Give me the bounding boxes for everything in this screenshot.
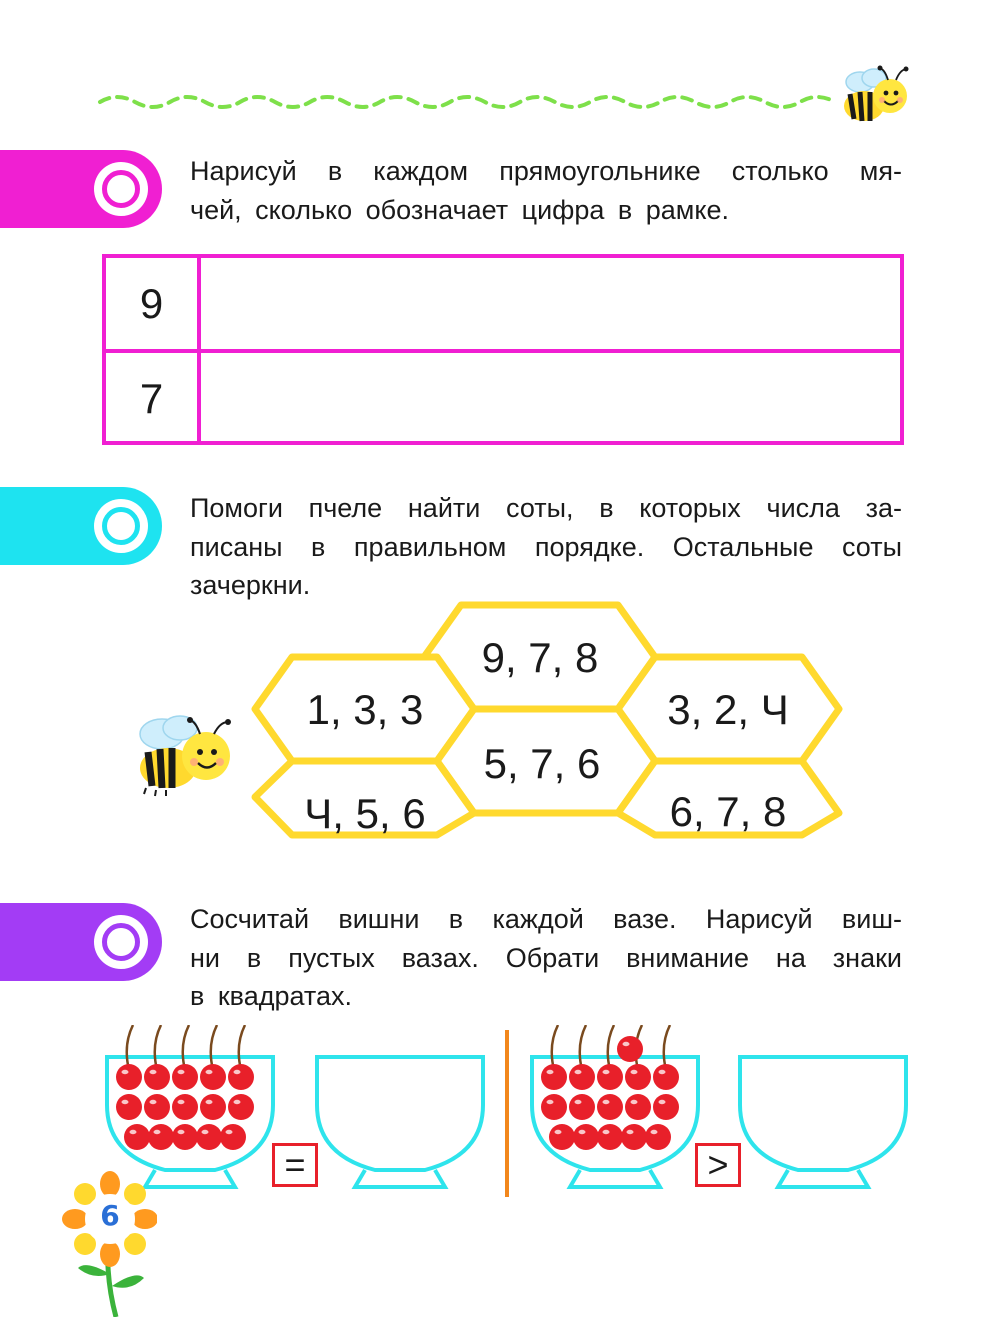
table-divider [197, 258, 201, 441]
comb-label: 9, 7, 8 [481, 634, 599, 681]
number-cell: 7 [139, 375, 164, 422]
honeycomb [250, 600, 845, 840]
wavy-divider [95, 88, 840, 118]
task3-line1: Сосчитай вишни в каждой вазе. Нарисуй виш- [190, 904, 902, 934]
task-ring-icon [94, 499, 148, 553]
cherry-highlight [122, 1100, 129, 1104]
cherry [597, 1124, 623, 1150]
cherry-highlight [122, 1070, 129, 1074]
cherry-highlight [130, 1130, 137, 1134]
cherry [653, 1094, 679, 1120]
vase-empty-left[interactable] [317, 1057, 483, 1187]
comb-label: 1, 3, 3 [306, 686, 424, 733]
bee-icon [132, 712, 240, 800]
cherry [196, 1124, 222, 1150]
cherry-stem [608, 1025, 614, 1070]
cherry [625, 1064, 651, 1090]
cherry [549, 1124, 575, 1150]
task2-tab [0, 487, 162, 565]
cherry [597, 1094, 623, 1120]
cherry-stem [211, 1025, 217, 1070]
table-row [106, 258, 900, 353]
cherry-highlight [575, 1100, 582, 1104]
table-row [106, 353, 900, 441]
cherry [228, 1064, 254, 1090]
cherry [569, 1064, 595, 1090]
cherry [172, 1124, 198, 1150]
cherry [144, 1064, 170, 1090]
task1-line2: чей, сколько обозначает цифра в рамке. [190, 194, 730, 225]
cherry-stem [183, 1025, 189, 1070]
task-ring-icon [94, 162, 148, 216]
cherry [541, 1064, 567, 1090]
cherry-stem [664, 1025, 670, 1070]
cherries-left [116, 1025, 254, 1150]
cherry [116, 1064, 142, 1090]
task3-line2: ни в пустых вазах. Обрати внимание на знаки [190, 942, 902, 973]
cherry [625, 1094, 651, 1120]
cherry [172, 1094, 198, 1120]
cherry-highlight [555, 1130, 562, 1134]
cherry [228, 1094, 254, 1120]
task2-line2: писаны в правильном порядке. Остальные соты [190, 531, 902, 562]
page-number: 6 [100, 1199, 120, 1232]
cherry-stem [580, 1025, 586, 1070]
task1-instructions [190, 152, 902, 229]
cherry-highlight [603, 1070, 610, 1074]
number-table [102, 254, 904, 445]
cherries-right [541, 1025, 679, 1150]
comb-label: 5, 7, 6 [483, 740, 601, 787]
cherry-highlight [178, 1100, 185, 1104]
cherry-highlight [178, 1130, 185, 1134]
task3-tab [0, 903, 162, 981]
bee-icon [830, 64, 920, 129]
cherry-highlight [234, 1070, 241, 1074]
comb-label: Ч, 5, 6 [304, 790, 426, 837]
vase-empty-right[interactable] [740, 1057, 906, 1187]
cherry-highlight [631, 1100, 638, 1104]
vases-area [95, 1025, 915, 1200]
cherry-stem [127, 1025, 133, 1070]
cherry [200, 1094, 226, 1120]
cherry-highlight [234, 1100, 241, 1104]
cherry-highlight [659, 1070, 666, 1074]
task-ring-icon [94, 915, 148, 969]
cherry-highlight [547, 1070, 554, 1074]
task2-instructions [190, 489, 902, 605]
cherry [116, 1094, 142, 1120]
cherry [144, 1094, 170, 1120]
cherry-highlight [579, 1130, 586, 1134]
task3-instructions [190, 900, 902, 1016]
cherry [597, 1064, 623, 1090]
sign-equal-box: = [272, 1143, 318, 1187]
cherry-highlight [575, 1070, 582, 1074]
cherry [124, 1124, 150, 1150]
sign-greater-box: > [695, 1143, 741, 1187]
cherry-highlight [206, 1070, 213, 1074]
task1-tab [0, 150, 162, 228]
cherry-highlight [206, 1100, 213, 1104]
cherry [148, 1124, 174, 1150]
cherry-stem [552, 1025, 558, 1070]
cherry [621, 1124, 647, 1150]
cherry-highlight [154, 1130, 161, 1134]
cherry [172, 1064, 198, 1090]
cherry-stem [155, 1025, 161, 1070]
cherry-highlight [631, 1070, 638, 1074]
comb-label: 3, 2, Ч [667, 686, 789, 733]
cherry-highlight [651, 1130, 658, 1134]
task1-line1: Нарисуй в каждом прямоугольнике столько мя- [190, 156, 902, 186]
cherry-highlight [623, 1042, 630, 1046]
task2-line1: Помоги пчеле найти соты, в которых числа за- [190, 493, 902, 523]
cherry-highlight [627, 1130, 634, 1134]
flower-icon [62, 1170, 157, 1317]
cherry-highlight [603, 1130, 610, 1134]
cherry-highlight [226, 1130, 233, 1134]
task3-line3: в квадратах. [190, 981, 352, 1011]
cherry [200, 1064, 226, 1090]
cherry [541, 1094, 567, 1120]
cherry [220, 1124, 246, 1150]
cherry-highlight [178, 1070, 185, 1074]
task2-line3: зачеркни. [190, 570, 311, 600]
cherry-stem [239, 1025, 245, 1070]
cherry [573, 1124, 599, 1150]
cherry [653, 1064, 679, 1090]
number-cell: 9 [139, 280, 164, 327]
cherry-highlight [150, 1070, 157, 1074]
cherry [617, 1036, 643, 1062]
cherry-highlight [603, 1100, 610, 1104]
cherry [569, 1094, 595, 1120]
cherry-highlight [202, 1130, 209, 1134]
comb-label: 6, 7, 8 [669, 788, 787, 835]
cherry-highlight [150, 1100, 157, 1104]
cherry-highlight [547, 1100, 554, 1104]
cherry [645, 1124, 671, 1150]
cherry-highlight [659, 1100, 666, 1104]
